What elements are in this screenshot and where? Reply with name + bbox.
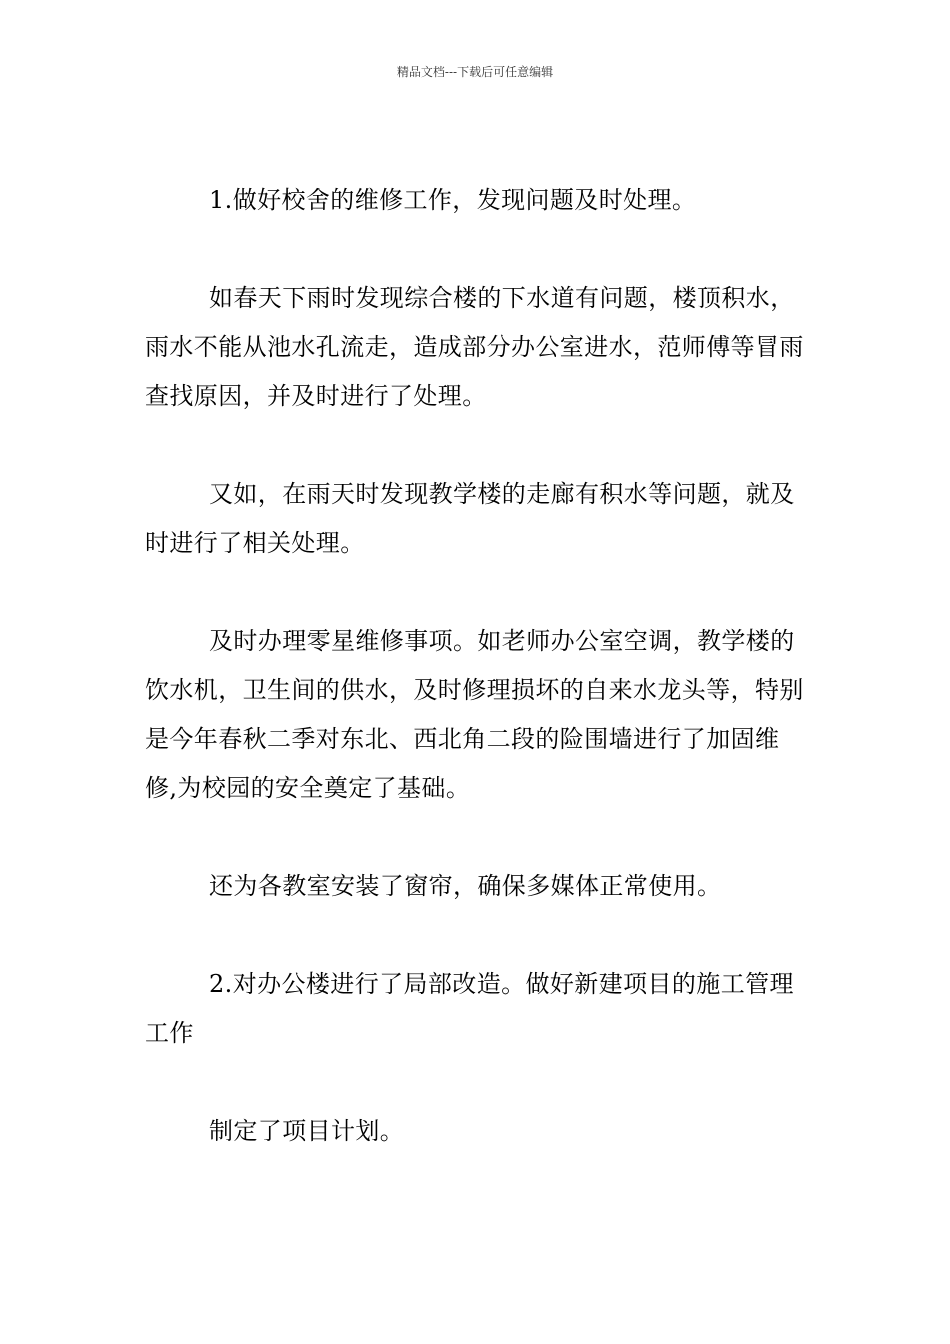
paragraph-minor-repairs: 及时办理零星维修事项。如老师办公室空调，教学楼的饮水机，卫生间的供水，及时修理损坏的自来水龙头等，特别是今年春秋二季对东北、西北角二段的险围墙进行了加固维修,为校园的安全奠定了基础。 [145,627,804,802]
paragraph-renovation-heading: 2.对办公楼进行了局部改造。做好新建项目的施工管理工作 [145,970,794,1047]
paragraph-maintenance-heading: 1.做好校舍的维修工作，发现问题及时处理。 [209,186,697,214]
paragraph-corridor-water: 又如，在雨天时发现教学楼的走廊有积水等问题，就及时进行了相关处理。 [145,480,795,557]
paragraph-project-plan: 制定了项目计划。 [209,1117,405,1145]
paragraph-curtains: 还为各教室安装了窗帘，确保多媒体正常使用。 [209,872,722,900]
page-header: 精品文档---下载后可任意编辑 [396,65,554,79]
paragraph-spring-rain: 如春天下雨时发现综合楼的下水道有问题，楼顶积水，雨水不能从池水孔流走，造成部分办公室进水，范师傅等冒雨查找原因，并及时进行了处理。 [145,284,804,410]
document-body [145,176,809,1205]
